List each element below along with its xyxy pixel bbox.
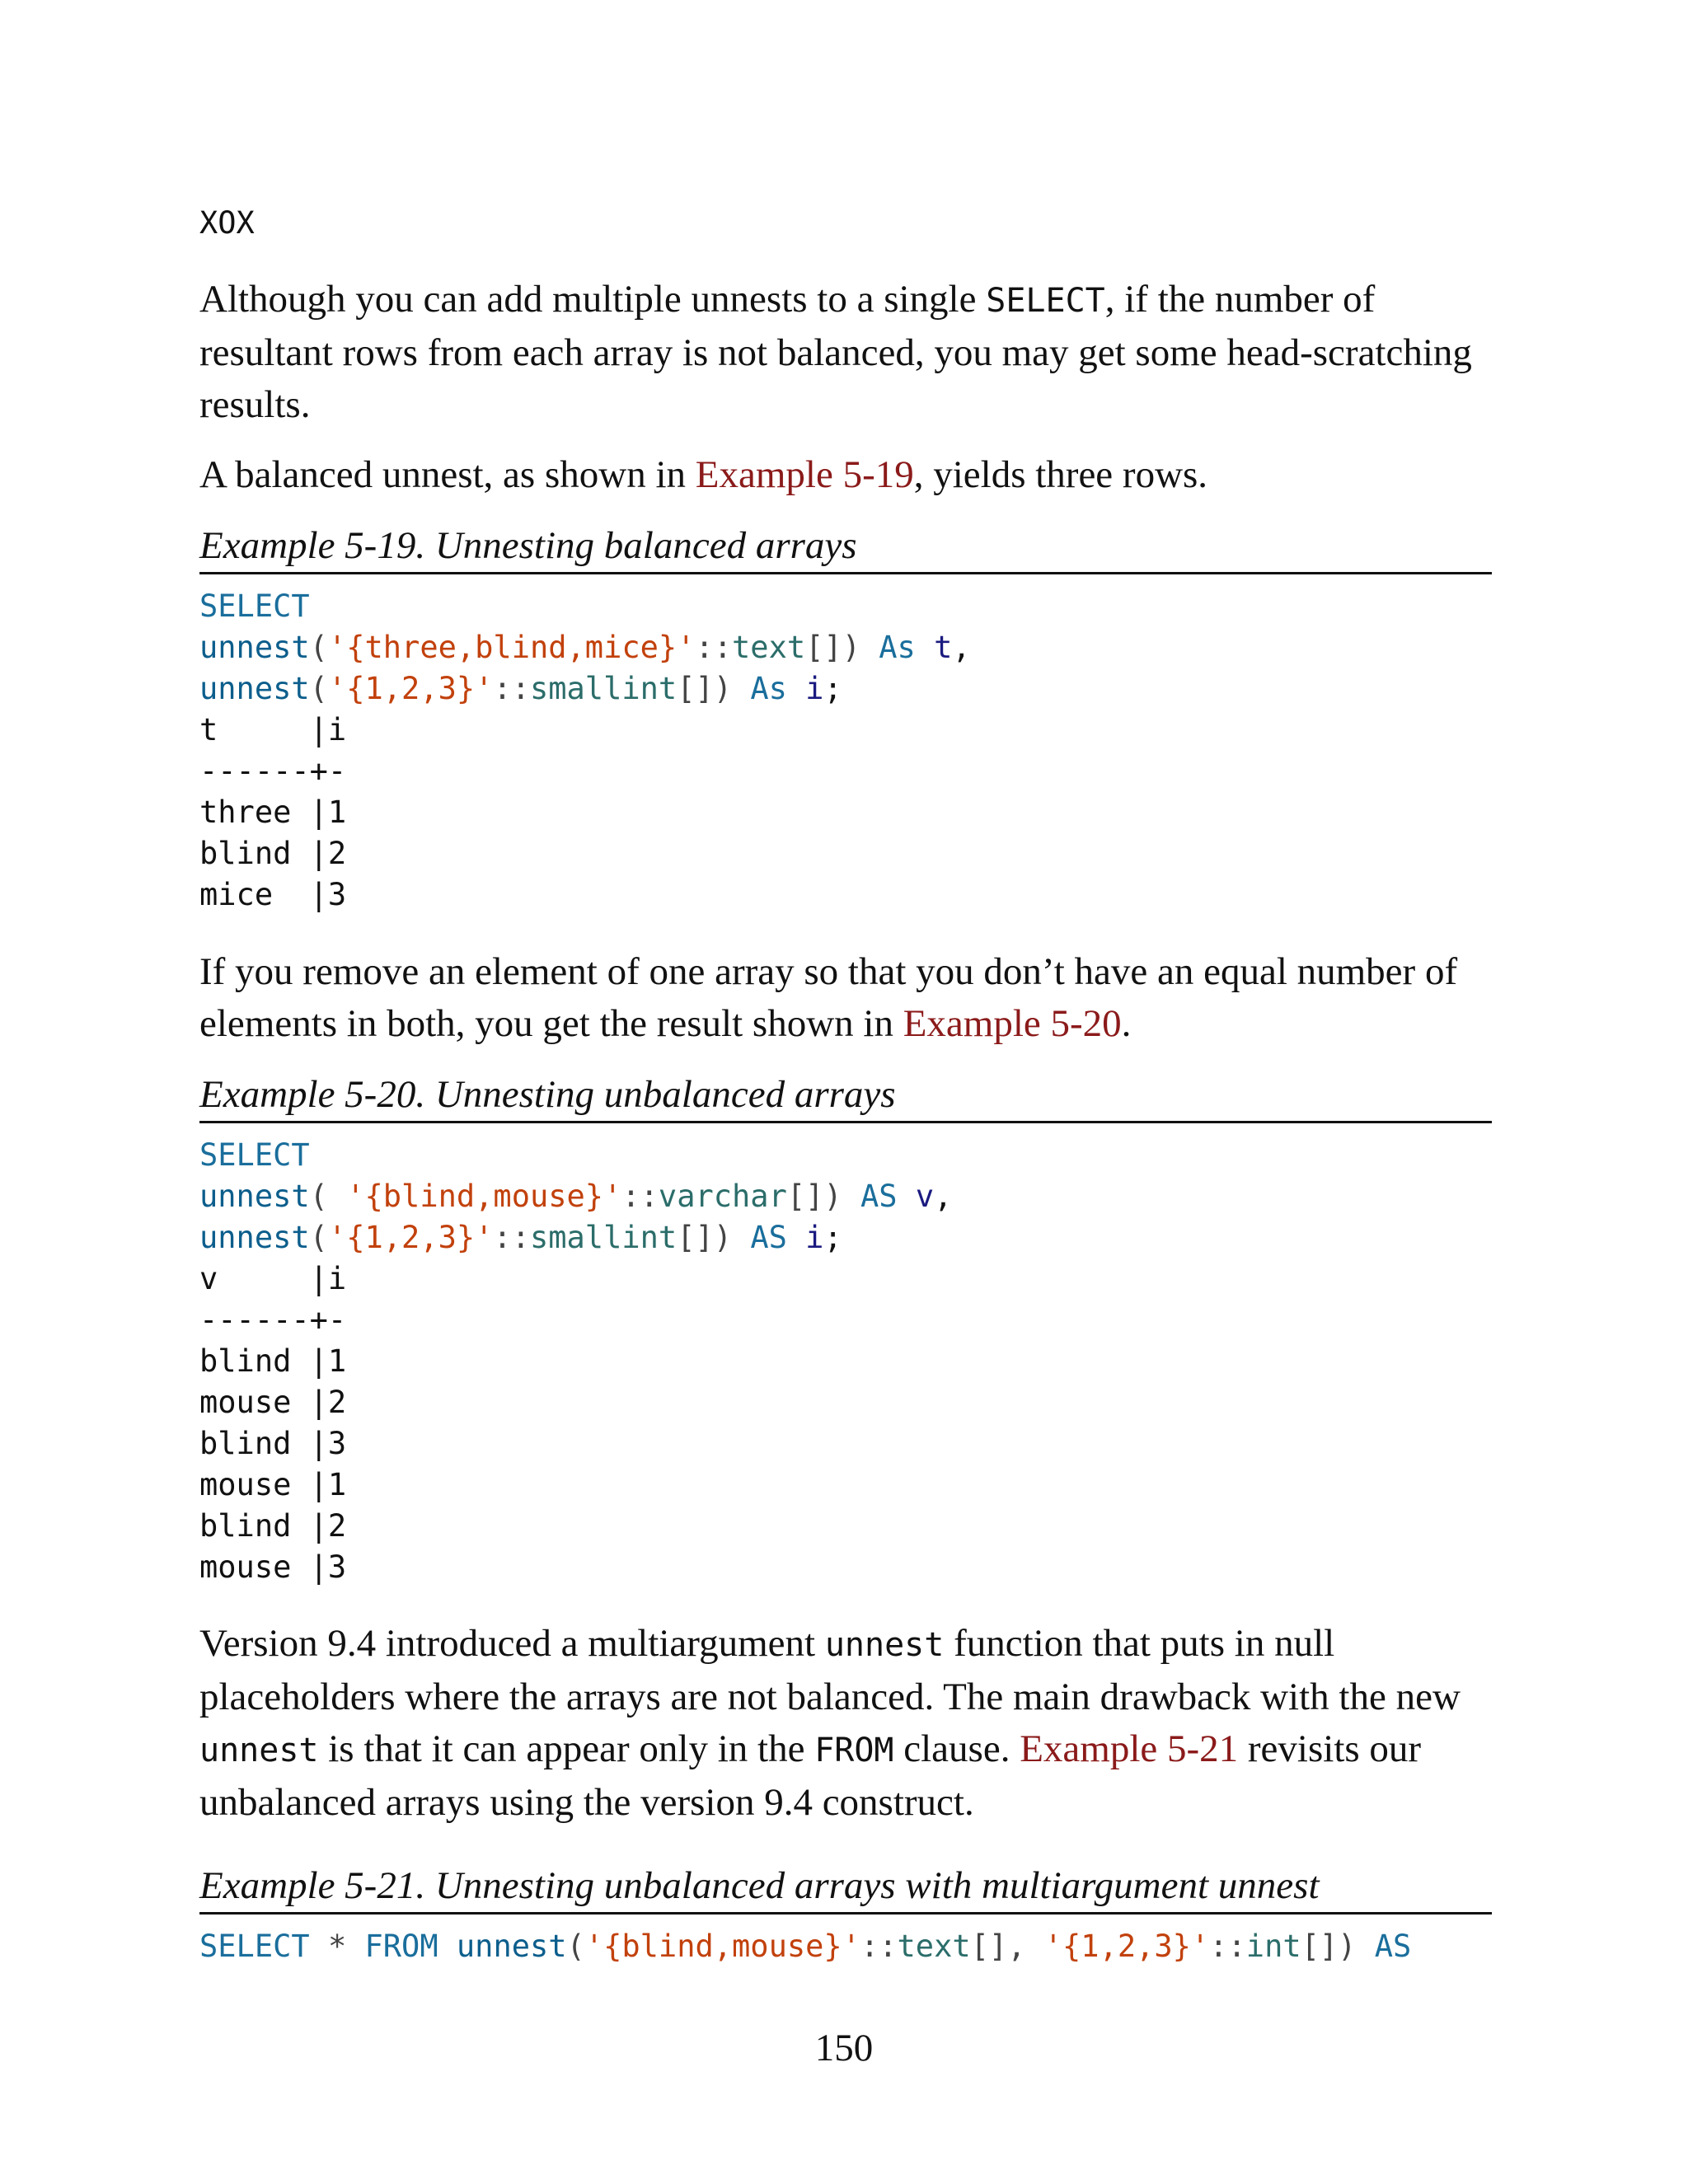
text-run: function that puts in null placeholders where the arrays are not balanced. The main drawback with the new — [199, 1622, 1461, 1718]
code-token: As — [879, 630, 916, 665]
query-output: t |i ------+- three |1 blind |2 mice |3 — [199, 712, 347, 912]
code-token: AS — [1374, 1929, 1412, 1964]
inline-code: unnest — [199, 1732, 319, 1769]
code-token: unnest — [199, 671, 310, 706]
code-token: int — [1245, 1929, 1301, 1964]
text-run: is that it can appear only in the — [318, 1727, 815, 1770]
example-5-20 — [199, 1070, 1492, 1588]
paragraph-1 — [199, 274, 1492, 431]
code-block: SELECT unnest('{three,blind,mice}'::text[]) As t, unnest('{1,2,3}'::smallint[]) As i; t |i ------+- three |1 blind |2 mice |3 — [199, 588, 971, 912]
example-5-19 — [199, 521, 1492, 916]
code-token: * — [327, 1929, 347, 1964]
example-caption: Example 5-21. Unnesting unbalanced arrays with multiargument unnest — [199, 1861, 1492, 1915]
code-token: i — [805, 1220, 824, 1255]
text-run: If you remove an element of one array so that you don’t have an equal number of elements in both, you get the result shown in — [199, 950, 1458, 1045]
code-token: '{blind,mouse}' — [584, 1929, 860, 1964]
code-token: SELECT — [199, 588, 310, 624]
example-5-21-link[interactable]: Example 5-21 — [1020, 1727, 1239, 1770]
code-token: v — [915, 1179, 935, 1214]
code-token: '{1,2,3}' — [327, 671, 494, 706]
text-run: , yields three rows. — [913, 453, 1208, 496]
code-token: smallint — [529, 1220, 678, 1255]
code-token: unnest — [199, 630, 310, 665]
code-token: unnest — [199, 1220, 310, 1255]
code-token: varchar — [658, 1179, 787, 1214]
code-token: text — [897, 1929, 971, 1964]
inline-code: SELECT — [986, 282, 1105, 320]
text-run: , if the number of resultant rows from each array is not balanced, you may get some head-scratching results. — [199, 278, 1472, 426]
text-run: Although you can add multiple unnests to a single — [199, 278, 987, 321]
page-number: 150 — [814, 2027, 874, 2069]
query-output: v |i ------+- blind |1 mouse |2 blind |3 mouse |1 blind |2 mouse |3 — [199, 1261, 347, 1585]
code-fragment-top: XOX — [199, 205, 255, 241]
code-token: SELECT — [199, 1929, 310, 1964]
code-token: As — [750, 671, 787, 706]
text-run: Version 9.4 introduced a multiargument — [199, 1622, 825, 1665]
code-token: '{1,2,3}' — [1043, 1929, 1210, 1964]
code-token: AS — [860, 1179, 898, 1214]
code-token: '{three,blind,mice}' — [327, 630, 696, 665]
code-block: SELECT * FROM unnest('{blind,mouse}'::text[], '{1,2,3}'::int[]) AS — [199, 1929, 1412, 1964]
text-run: revisits our unbalanced arrays using the version 9.4 construct. — [199, 1727, 1422, 1824]
example-caption: Example 5-19. Unnesting balanced arrays — [199, 521, 1492, 574]
code-token: SELECT — [199, 1137, 310, 1173]
inline-code: FROM — [814, 1732, 894, 1769]
example-caption: Example 5-20. Unnesting unbalanced arrays — [199, 1070, 1492, 1123]
paragraph-4 — [199, 1618, 1492, 1829]
code-token: t — [934, 630, 953, 665]
code-token: AS — [750, 1220, 787, 1255]
code-token: i — [805, 671, 824, 706]
code-token: FROM — [364, 1929, 438, 1964]
code-token: unnest — [456, 1929, 567, 1964]
text-run: clause. — [893, 1727, 1020, 1770]
code-token: text — [732, 630, 806, 665]
text-run: A balanced unnest, as shown in — [199, 453, 696, 496]
example-5-21 — [199, 1861, 1492, 1967]
inline-code: unnest — [824, 1626, 945, 1664]
code-token: smallint — [529, 671, 678, 706]
code-block: SELECT unnest( '{blind,mouse}'::varchar[]) AS v, unnest('{1,2,3}'::smallint[]) AS i; v |i ------+- blind |1 mouse |2 blind |3 mouse |1 blind |2 mouse |3 — [199, 1137, 953, 1585]
example-5-20-link[interactable]: Example 5-20 — [903, 1002, 1122, 1045]
text-run: . — [1121, 1002, 1132, 1045]
example-5-19-link[interactable]: Example 5-19 — [695, 453, 914, 496]
paragraph-2 — [199, 449, 1492, 501]
code-token: '{1,2,3}' — [327, 1220, 494, 1255]
paragraph-3 — [199, 946, 1492, 1050]
code-token: '{blind,mouse}' — [346, 1179, 622, 1214]
code-token: unnest — [199, 1179, 310, 1214]
